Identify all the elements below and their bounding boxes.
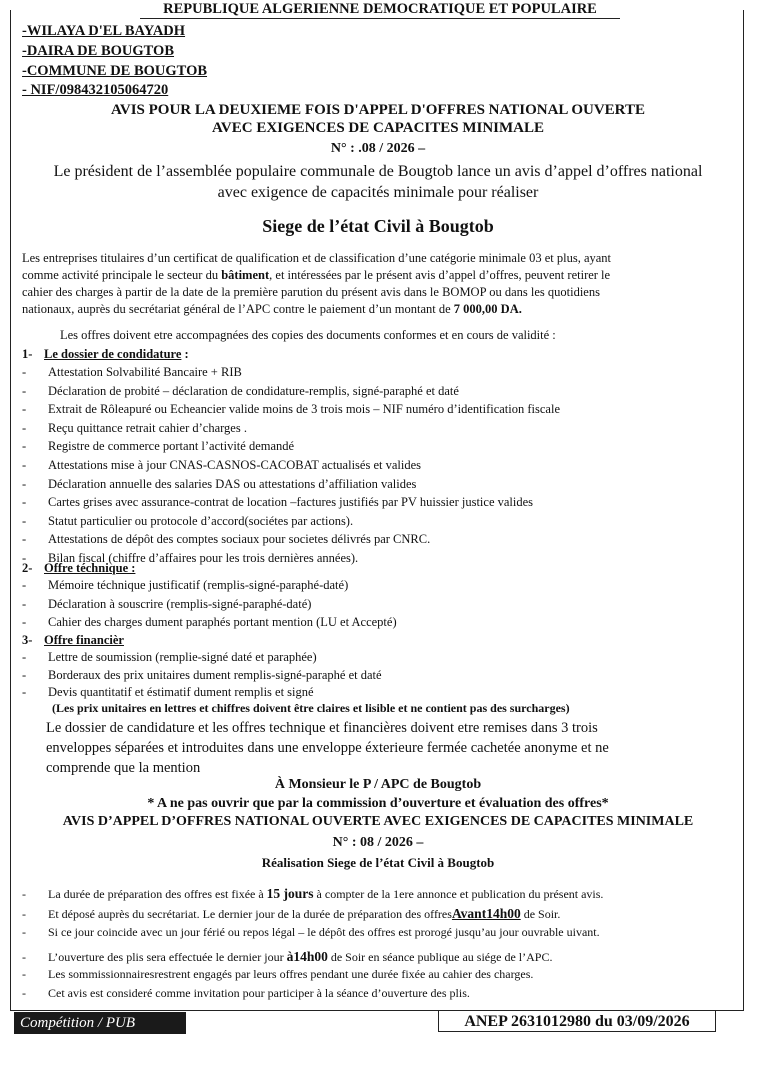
- commune-line: -COMMUNE DE BOUGTOB: [22, 63, 208, 79]
- bullet-dash: -: [22, 596, 27, 611]
- document-item: [22, 364, 242, 381]
- document-item: [22, 457, 421, 474]
- category-badge: Compétition / PUB: [14, 1012, 186, 1034]
- bullet-dash: -: [22, 967, 26, 981]
- item-text: Les sommissionnairesrestrent engagés par leurs offres pendant une durée fixée au cahier des charges.: [48, 967, 534, 981]
- bullet-dash: -: [22, 551, 27, 565]
- envelope-number: N° : 08 / 2026 –: [332, 835, 424, 850]
- bullet-dash: -: [22, 925, 26, 939]
- item-text: Attestation Solvabilité Bancaire + RIB: [48, 365, 242, 379]
- item-text: Bilan fiscal (chiffre d’affaires pour les trois dernières années).: [48, 551, 359, 565]
- item-text: de Soir.: [520, 907, 561, 921]
- item-text: Mémoire téchnique justificatif (remplis-signé-paraphé-daté): [48, 578, 349, 592]
- conditions-line2: [22, 267, 610, 284]
- item-text: à compter de la 1ere annonce et publication du présent avis.: [313, 887, 604, 901]
- republic-header: REPUBLIQUE ALGERIENNE DEMOCRATIQUE ET POPULAIRE: [140, 0, 620, 19]
- bullet-dash: -: [22, 907, 26, 921]
- technical-item: [22, 577, 348, 594]
- amount-value: 7 000,00 DA.: [453, 302, 522, 316]
- bullet-dash: -: [22, 950, 26, 964]
- item-text: de Soir en séance publique au siége de l’APC.: [327, 950, 553, 964]
- envelope-warning: * A ne pas ouvrir que par la commission d’ouverture et évaluation des offres*: [147, 796, 609, 811]
- section-number: 2-: [22, 561, 33, 575]
- section-title: Offre téchnique :: [44, 561, 136, 575]
- item-text: Cartes grises avec assurance-contrat de location –factures justifiés par PV huissier justice valides: [48, 495, 534, 510]
- document-item: [22, 401, 560, 418]
- notice-title-line1: AVIS POUR LA DEUXIEME FOIS D'APPEL D'OFFRES NATIONAL OUVERTE: [110, 102, 645, 118]
- item-text: Attestations mise à jour CNAS-CASNOS-CACOBAT actualisés et valides: [48, 458, 422, 472]
- item-text: Attestations de dépôt des comptes sociaux pour societes délivrés par CNRC.: [48, 532, 431, 547]
- final-item: [22, 985, 470, 1002]
- conditions-text: , et intéressées par le présent avis d’appel d’offres, peuvent retirer le: [269, 268, 611, 282]
- section-number: 1-: [22, 347, 33, 361]
- section-title: Offre financièr: [44, 633, 124, 647]
- nif-line: - NIF/098432105064720: [22, 82, 169, 98]
- item-text: Déclaration de probité – déclaration de condidature-remplis, signé-paraphé et daté: [48, 383, 459, 398]
- bullet-dash: -: [22, 615, 27, 629]
- section2-heading: [22, 560, 135, 577]
- document-item: [22, 420, 247, 437]
- item-text: Registre de commerce portant l’activité demandé: [48, 439, 295, 454]
- conditions-line4: [22, 301, 522, 318]
- bullet-dash: -: [22, 402, 27, 417]
- item-text: Déclaration annuelle des salaries DAS ou attestations d’affiliation valides: [48, 476, 417, 491]
- item-text: Lettre de soumission (remplie-signé daté et paraphée): [48, 650, 317, 664]
- document-item: [22, 476, 416, 493]
- document-item: [22, 383, 459, 400]
- bullet-dash: -: [22, 420, 27, 435]
- notice-title-line2: AVEC EXIGENCES DE CAPACITES MINIMALE: [212, 120, 544, 136]
- conditions-text: comme activité principale le secteur du: [22, 268, 222, 282]
- final-item: [22, 924, 600, 941]
- item-text: Déclaration à souscrire (remplis-signé-paraphé-daté): [48, 596, 312, 611]
- financial-item: [22, 667, 382, 684]
- notice-number: N° : .08 / 2026 –: [330, 141, 426, 156]
- final-item: [22, 948, 552, 966]
- sector-label: bâtiment: [221, 268, 270, 282]
- section3-heading: [22, 632, 124, 649]
- envelope-recipient: À Monsieur le P / APC de Bougtob: [274, 777, 482, 792]
- bullet-dash: -: [22, 685, 27, 699]
- bullet-dash: -: [22, 578, 27, 592]
- document-item: [22, 438, 294, 455]
- daira-line: -DAIRA DE BOUGTOB: [22, 43, 175, 59]
- submission-line3: comprende que la mention: [46, 760, 201, 776]
- emphasis-text: à14h00: [286, 949, 328, 964]
- item-text: Extrait de Rôleapuré ou Echeancier valide moins de 3 trois mois – NIF numéro d’identification fiscale: [48, 402, 560, 417]
- item-text: Cet avis est consideré comme invitation pour participer à la séance d’ouverture des plis.: [48, 986, 470, 1000]
- bullet-dash: -: [22, 458, 27, 472]
- section-number: 3-: [22, 633, 33, 647]
- prices-note: (Les prix unitaires en lettres et chiffres doivent être claires et lisible et ne contient pas des surcharges): [52, 701, 570, 715]
- document-item: [22, 513, 353, 530]
- intro-line2: avec exigence de capacités minimale pour réaliser: [217, 184, 539, 201]
- bullet-dash: -: [22, 439, 27, 454]
- project-title: Siege de l’état Civil à Bougtob: [262, 216, 494, 236]
- bullet-dash: -: [22, 513, 27, 528]
- item-text: Si ce jour coincide avec un jour férié ou repos légal – le dépôt des offres est prorogé jusqu’au jour ouvrable uivant.: [48, 925, 600, 939]
- document-item: [22, 494, 533, 511]
- final-item: [22, 905, 560, 923]
- anep-reference: ANEP 2631012980 du 03/09/2026: [438, 1010, 716, 1032]
- intro-line1: Le président de l’assemblée populaire communale de Bougtob lance un avis d’appel d’offres national: [53, 163, 703, 180]
- section1-heading: [22, 346, 189, 363]
- item-text: Et déposé auprès du secrétariat. Le dernier jour de la durée de préparation des offres: [48, 907, 452, 921]
- item-text: Borderaux des prix unitaires dument remplis-signé-paraphé et daté: [48, 667, 382, 682]
- envelope-title: AVIS D’APPEL D’OFFRES NATIONAL OUVERTE AVEC EXIGENCES DE CAPACITES MINIMALE: [62, 814, 694, 829]
- technical-item: [22, 596, 311, 613]
- document-item: [22, 531, 430, 548]
- bullet-dash: -: [22, 532, 27, 547]
- bullet-dash: -: [22, 495, 27, 510]
- final-item: [22, 885, 603, 903]
- item-text: Reçu quittance retrait cahier d’charges .: [48, 420, 247, 435]
- bullet-dash: -: [22, 667, 27, 682]
- item-text: Cahier des charges dument paraphés portant mention (LU et Accepté): [48, 615, 397, 629]
- technical-item: [22, 614, 397, 631]
- bullet-dash: -: [22, 986, 26, 1000]
- conditions-line3: cahier des charges à partir de la date de la première parution du présent avis dans le BOMOP ou dans les quotidiens: [22, 285, 600, 299]
- item-text: La durée de préparation des offres est fixée à: [48, 887, 267, 901]
- emphasis-text: Avant14h00: [451, 906, 521, 921]
- item-text: L’ouverture des plis sera effectuée le dernier jour: [48, 950, 287, 964]
- item-text: Statut particulier ou protocole d’accord(sociétes par actions).: [48, 513, 354, 528]
- item-text: Devis quantitatif et éstimatif dument remplis et signé: [48, 685, 314, 699]
- bullet-dash: -: [22, 887, 26, 901]
- section-title: Le dossier de condidature: [44, 347, 182, 361]
- financial-item: [22, 649, 317, 666]
- emphasis-text: 15 jours: [266, 886, 314, 901]
- bullet-dash: -: [22, 476, 27, 491]
- bullet-dash: -: [22, 650, 27, 664]
- submission-line2: enveloppes séparées et introduites dans une enveloppe éxterieure fermée cachetée anonyme et ne: [46, 740, 609, 756]
- bullet-dash: -: [22, 365, 27, 379]
- conditions-text: nationaux, auprès du secrétariat général de l’APC contre le paiement d’un montant de: [22, 302, 454, 316]
- conditions-line1: Les entreprises titulaires d’un certificat de qualification et de classification d’une catégorie minimale 03 et plus, ayant: [22, 251, 612, 265]
- section-colon: :: [181, 347, 189, 361]
- bullet-dash: -: [22, 383, 27, 398]
- offers-intro: Les offres doivent etre accompagnées des copies des documents conformes et en cours de validité :: [60, 328, 556, 342]
- wilaya-line: -WILAYA D'EL BAYADH: [22, 23, 186, 39]
- financial-item: [22, 684, 314, 701]
- submission-line1: Le dossier de candidature et les offres technique et financières doivent etre remises dans 3 trois: [46, 720, 598, 736]
- envelope-project: Réalisation Siege de l’état Civil à Bougtob: [261, 855, 495, 870]
- final-item: [22, 966, 533, 983]
